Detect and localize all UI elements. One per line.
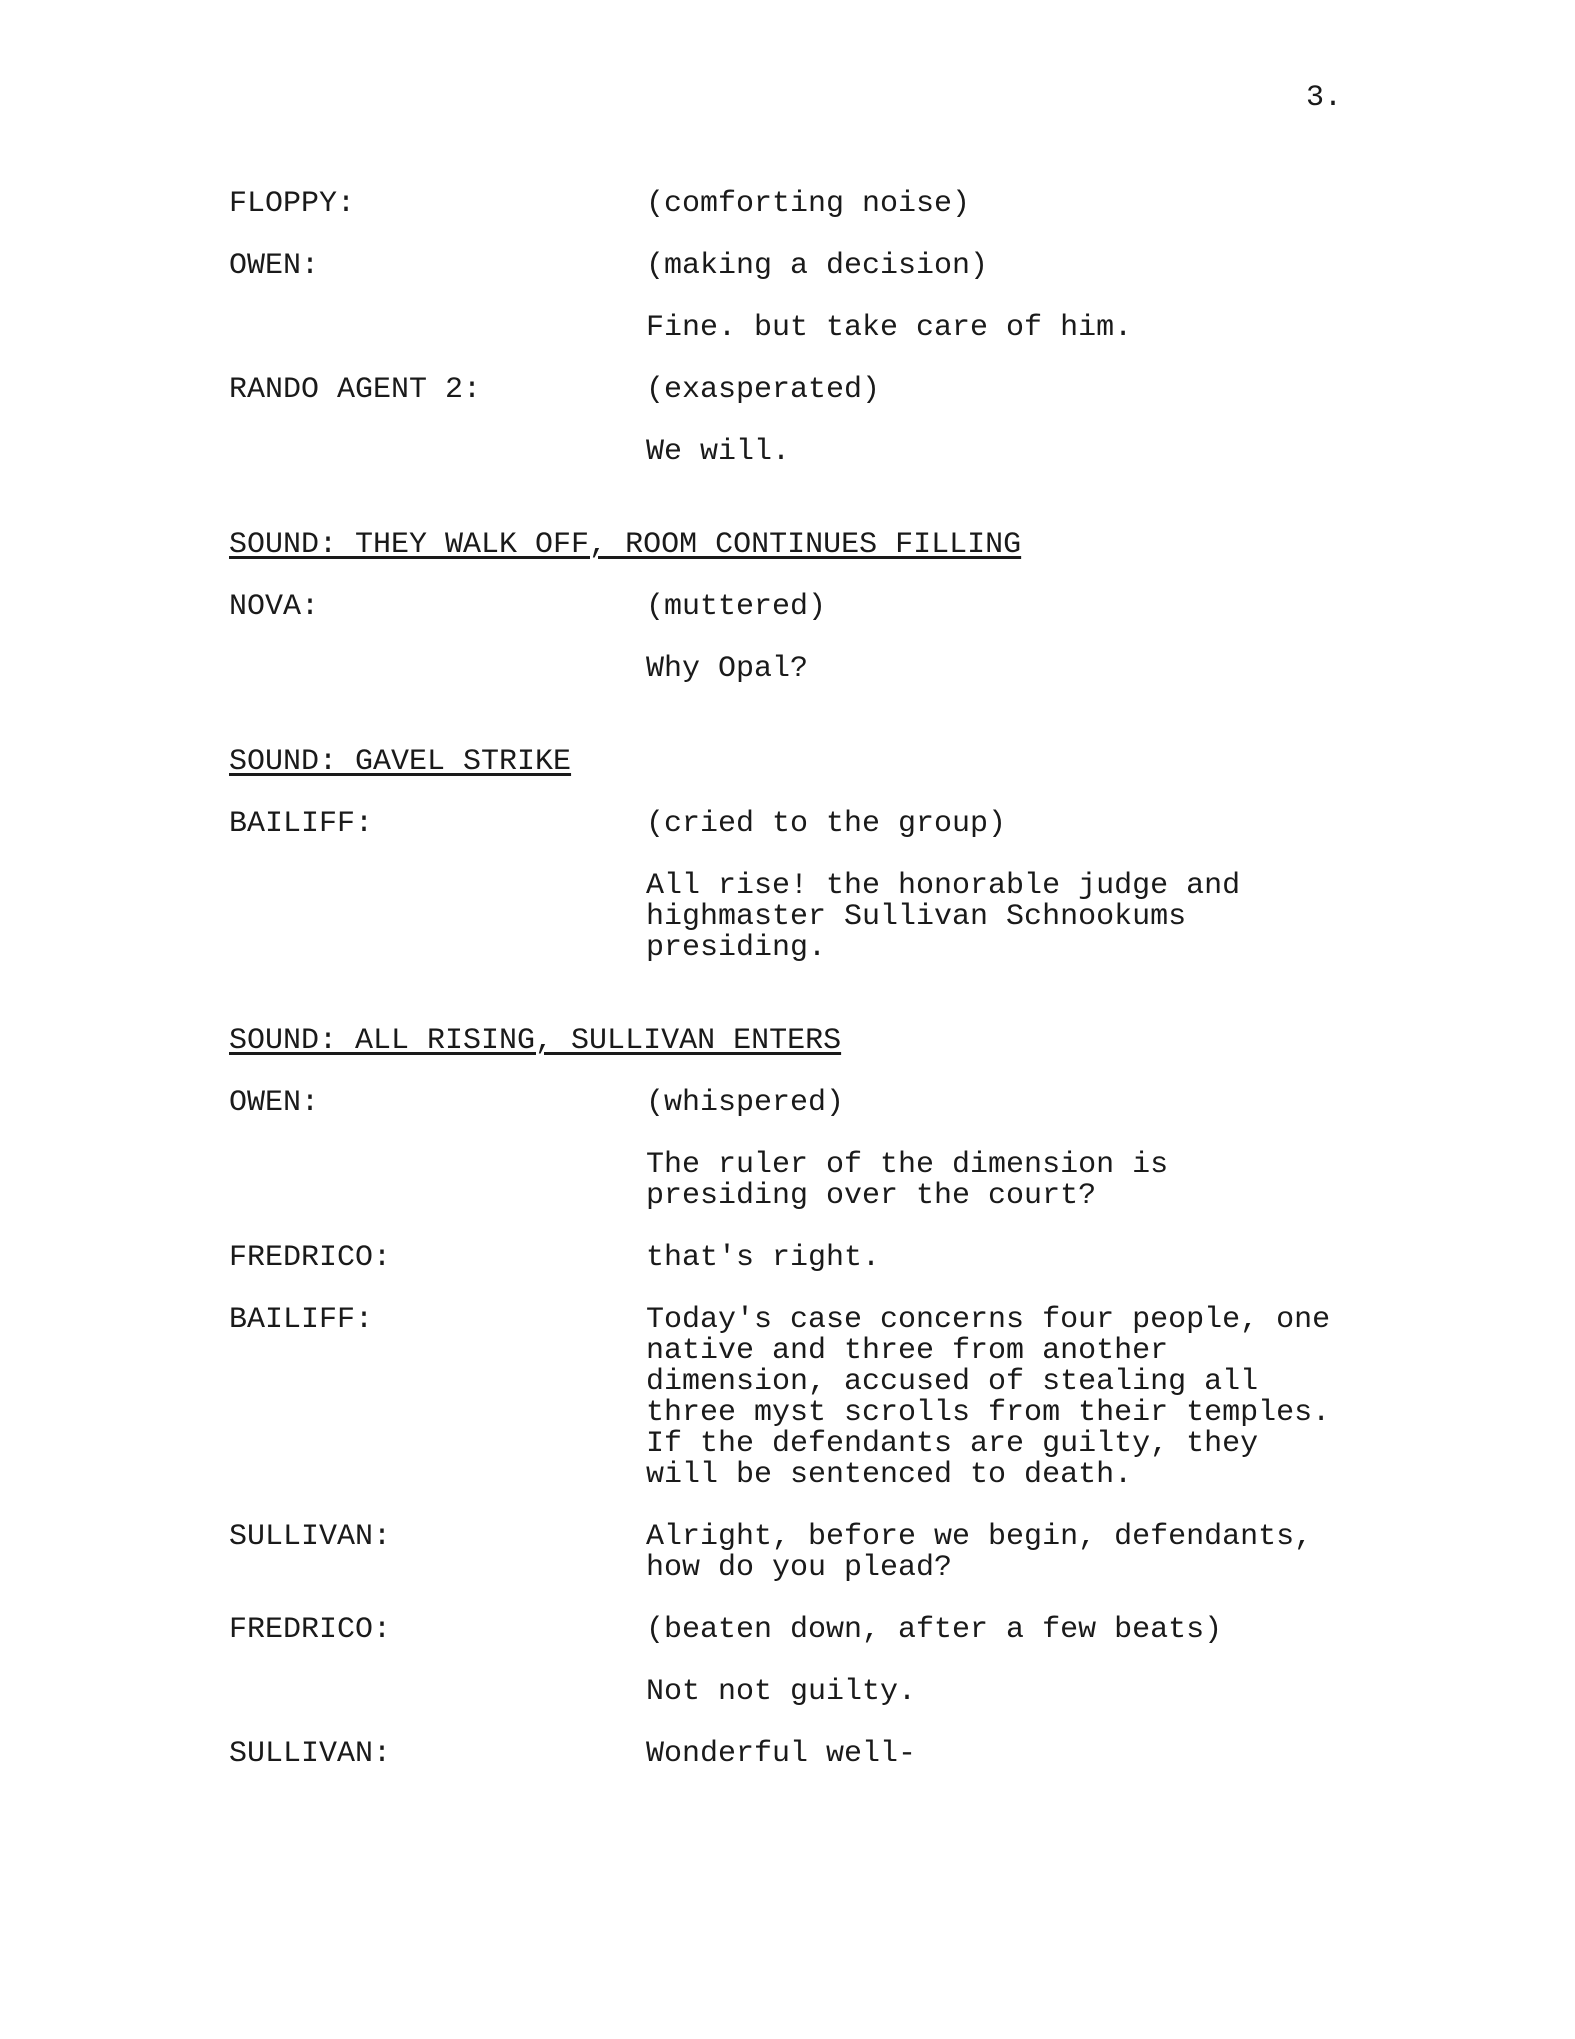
sound-cue (229, 1026, 1349, 1057)
dialogue-line (229, 654, 1349, 685)
dialogue-line (229, 1739, 1349, 1770)
sound-cue-text: SOUND: THEY WALK OFF, ROOM CONTINUES FILLING (229, 528, 1022, 562)
dialogue-text: that's right. (646, 1241, 881, 1275)
page-number: 3. (1305, 81, 1342, 115)
dialogue-line (229, 1522, 1349, 1584)
parenthetical-text: (exasperated) (646, 373, 881, 407)
dialogue-line (229, 1150, 1349, 1212)
parenthetical-text: (cried to the group) (646, 807, 1007, 841)
dialogue-line (229, 1677, 1349, 1708)
dialogue-text: Wonderful well- (646, 1737, 917, 1771)
dialogue-line (229, 375, 1349, 406)
sound-cue (229, 747, 1349, 778)
dialogue-line (229, 871, 1349, 964)
character-name: FREDRICO: (229, 1241, 392, 1275)
character-name: OWEN: (229, 1086, 320, 1120)
character-name: BAILIFF: (229, 1303, 374, 1337)
sound-cue-text: SOUND: GAVEL STRIKE (229, 745, 572, 779)
character-name: FREDRICO: (229, 1613, 392, 1647)
dialogue-text: Not not guilty. (646, 1675, 917, 1709)
dialogue-line (229, 189, 1349, 220)
sound-cue (229, 530, 1349, 561)
sound-cue-text: SOUND: ALL RISING, SULLIVAN ENTERS (229, 1024, 842, 1058)
dialogue-line (229, 1243, 1349, 1274)
character-name: FLOPPY: (229, 187, 356, 221)
dialogue-text: Fine. but take care of him. (646, 311, 1133, 345)
parenthetical-text: (beaten down, after a few beats) (646, 1613, 1223, 1647)
character-name: SULLIVAN: (229, 1737, 392, 1771)
dialogue-text: The ruler of the dimension is presiding over the court? (646, 1148, 1169, 1213)
dialogue-text: Why Opal? (646, 652, 809, 686)
dialogue-line (229, 251, 1349, 282)
character-name: RANDO AGENT 2: (229, 373, 482, 407)
dialogue-line (229, 809, 1349, 840)
dialogue-line (229, 1088, 1349, 1119)
character-name: NOVA: (229, 590, 320, 624)
dialogue-line (229, 592, 1349, 623)
parenthetical-text: (making a decision) (646, 249, 989, 283)
dialogue-line (229, 437, 1349, 468)
dialogue-line (229, 1615, 1349, 1646)
parenthetical-text: (comforting noise) (646, 187, 971, 221)
dialogue-text: All rise! the honorable judge and highmaster Sullivan Schnookums presiding. (646, 869, 1241, 965)
character-name: BAILIFF: (229, 807, 374, 841)
dialogue-text: We will. (646, 435, 791, 469)
character-name: OWEN: (229, 249, 320, 283)
parenthetical-text: (muttered) (646, 590, 827, 624)
dialogue-line (229, 1305, 1349, 1491)
parenthetical-text: (whispered) (646, 1086, 845, 1120)
script-body (229, 189, 1349, 1770)
character-name: SULLIVAN: (229, 1520, 392, 1554)
dialogue-text: Alright, before we begin, defendants, how do you plead? (646, 1520, 1313, 1585)
dialogue-line (229, 313, 1349, 344)
dialogue-text: Today's case concerns four people, one native and three from another dimension, accused of stealing all three myst scrolls from their temples. If the defendants are guilty, they will be sentenced to death. (646, 1303, 1331, 1492)
